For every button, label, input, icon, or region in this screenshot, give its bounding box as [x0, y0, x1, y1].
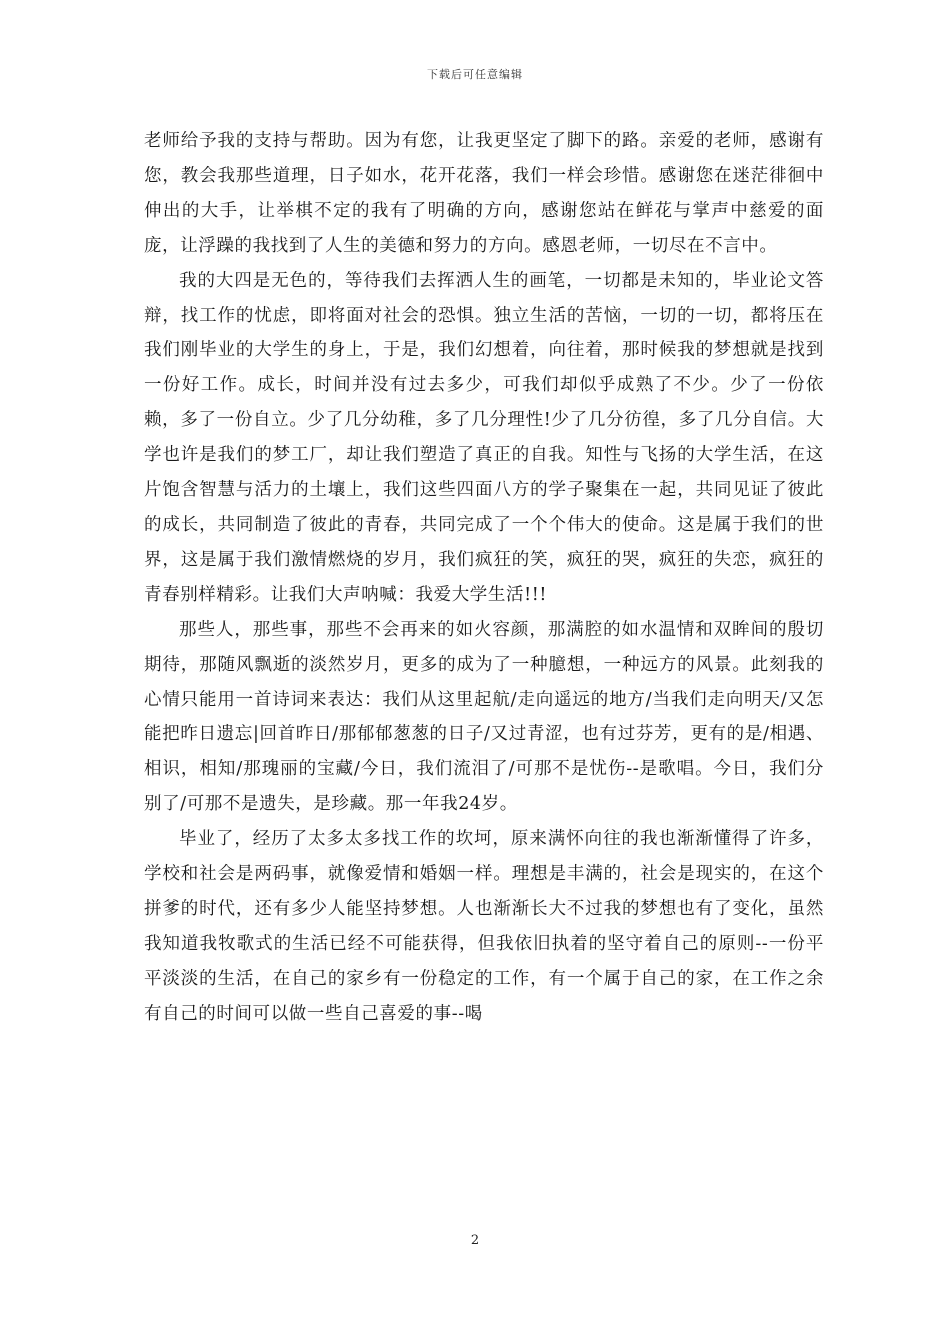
paragraph-graduation: 毕业了，经历了太多太多找工作的坎坷，原来满怀向往的我也渐渐懂得了许多，学校和社会是两码事，就像爱情和婚姻一样。理想是丰满的，社会是现实的，在这个拼爹的时代，还有多少人能坚持梦想。人也渐渐长大不过我的梦想也有了变化，虽然我知道我牧歌式的生活已经不可能获得，但我依旧执着的坚守着自己的原则--一份平平淡淡的生活，在自己的家乡有一份稳定的工作，有一个属于自己的家，在工作之余有自己的时间可以做一些自己喜爱的事--喝: [144, 829, 824, 1024]
paragraph-memories: 那些人，那些事，那些不会再来的如火容颜，那满腔的如水温情和双眸间的殷切期待，那随风飘逝的淡然岁月，更多的成为了一种臆想，一种远方的风景。此刻我的心情只能用一首诗词来表达：我们从这里起航/走向遥远的地方/当我们走向明天/又怎能把昨日遗忘|回首昨日/那郁郁葱葱的日子/又过青涩，也有过芬芳，更有的是/相遇、相识，相知/那瑰丽的宝藏/今日，我们流泪了/可那不是忧伤--是歌唱。今日，我们分别了/可那不是遗失，是珍藏。那一年我24岁。: [144, 619, 824, 815]
document-body: [144, 124, 824, 1032]
paragraph-continued: 老师给予我的支持与帮助。因为有您，让我更坚定了脚下的路。亲爱的老师，感谢有您，教会我那些道理，日子如水，花开花落，我们一样会珍惜。感谢您在迷茫徘徊中伸出的大手，让举棋不定的我有了明确的方向，感谢您站在鲜花与掌声中慈爱的面庞，让浮躁的我找到了人生的美德和努力的方向。感恩老师，一切尽在不言中。: [144, 131, 824, 256]
page-header: 下载后可任意编辑: [427, 68, 523, 81]
paragraph-senior-year: 我的大四是无色的，等待我们去挥洒人生的画笔，一切都是未知的，毕业论文答辩，找工作的忧虑，即将面对社会的恐惧。独立生活的苦恼，一切的一切，都将压在我们刚毕业的大学生的身上，于是，我们幻想着，向往着，那时候我的梦想就是找到一份好工作。成长，时间并没有过去多少，可我们却似乎成熟了不少。少了一份依赖，多了一份自立。少了几分幼稚，多了几分理性!少了几分彷徨，多了几分自信。大学也许是我们的梦工厂，却让我们塑造了真正的自我。知性与飞扬的大学生活，在这片饱含智慧与活力的土壤上，我们这些四面八方的学子聚集在一起，共同见证了彼此的成长，共同制造了彼此的青春，共同完成了一个个伟大的使命。这是属于我们的世界，这是属于我们激情燃烧的岁月，我们疯狂的笑，疯狂的哭，疯狂的失恋，疯狂的青春别样精彩。让我们大声呐喊：我爱大学生活!!!: [144, 270, 824, 605]
page-number: 2: [470, 1233, 480, 1248]
